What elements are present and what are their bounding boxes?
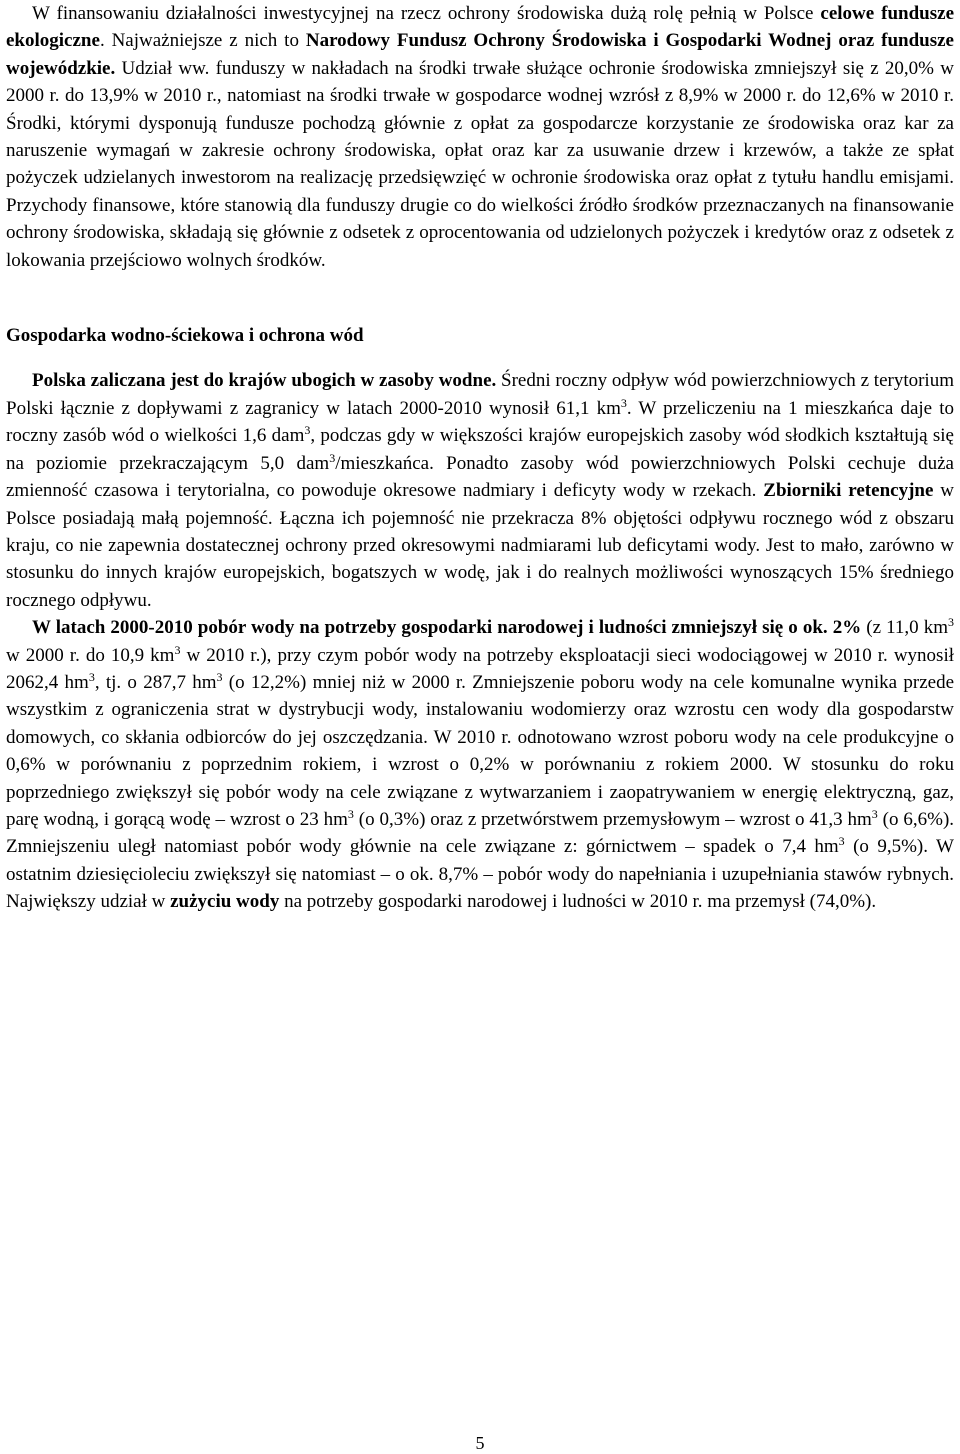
text-run: . W przeliczeniu na 1 mieszkańca daje to roczny zasób wód o wielkości 1,6 dam (6, 397, 954, 447)
paragraph-water-resources (6, 367, 954, 614)
text-run: w Polsce posiadają małą pojemność. Łączna ich pojemność nie przekracza 8% objętości odpływu rocznego wód z obszaru kraju, co nie zapewnia dostatecznej ochrony przed okresowymi nadmiarami lub deficytami wody. Jest to mało, zarówno w stosunku do innych krajów europejskich, bogatszych w wodę, jak i do realnych możliwości wynoszących 15% średniego rocznego odpływu. (6, 480, 955, 611)
text-run: Udział ww. funduszy w nakładach na środki trwałe służące ochronie środowiska zmniejszył się z 20,0% w 2000 r. do 13,9% w 2010 r., natomiast na środki trwałe w gospodarce wodnej wzrósł z 8,9% w 2000 r. do 12,6% w 2010 r. Środki, którymi dysponują fundusze pochodzą głównie z opłat za gospodarcze korzystanie ze środowiska oraz kar za naruszenie wymagań w zakresie ochrony środowiska, opłat oraz kar za usuwanie drzew i krzewów, a także ze spłat pożyczek udzielanych inwestorom na realizację przedsięwzięć w ochronie środowiska oraz opłat z tytułu handlu emisjami. Przychody finansowe, które stanowią dla funduszy drugie co do wielkości źródło środków przeznaczanych na finansowanie ochrony środowiska, składają się głównie z odsetek z oprocentowania od udzielonych pożyczek i kredytów oraz z odsetek z lokowania przejściowo wolnych środków. (6, 57, 954, 271)
bold-text-run: Polska zaliczana jest do krajów ubogich w zasoby wodne. (32, 370, 497, 392)
bold-text-run: Zbiorniki retencyjne (763, 480, 934, 502)
text-run: na potrzeby gospodarki narodowej i ludności w 2010 r. ma przemysł (74,0%). (279, 891, 877, 913)
text-run: (o 12,2%) mniej niż w 2000 r. Zmniejszenie poboru wody na cele komunalne wynika przede wszystkim z ograniczenia strat w dystrybucji wody, instalowaniu wodomierzy oraz wzrostu cen wody dla gospodarstw domowych, co skłania odbiorców do jej oszczędzania. W 2010 r. odnotowano wzrost poboru wody na cele produkcyjne o 0,6% w porównaniu z poprzednim rokiem, i wzrost o 0,2% w porównaniu z rokiem 2000. W stosunku do roku poprzedniego zwiększył się pobór wody na cele związane z wytwarzaniem i zaopatrywaniem w energię elektryczną, gaz, parę wodną, i gorącą wodę – wzrost o 23 hm (6, 671, 955, 830)
text-run: (o 6,6%). Zmniejszeniu uległ natomiast pobór wody głównie na cele związane z: górnictwem – spadek o 7,4 hm (6, 808, 955, 858)
superscript: 3 (871, 806, 878, 821)
superscript: 3 (838, 834, 845, 849)
bold-text-run: W latach 2000-2010 pobór wody na potrzeby gospodarki narodowej i ludności zmniejszył się o ok. 2% (32, 617, 862, 639)
text-run: W finansowaniu działalności inwestycyjnej na rzecz ochrony środowiska dużą rolę pełnią w Polsce (32, 3, 821, 24)
paragraph-funding (6, 0, 954, 274)
superscript: 3 (329, 450, 336, 465)
text-run: , podczas gdy w większości krajów europejskich zasoby wód słodkich kształtują się na poziomie przekraczającym 5,0 dam (6, 425, 954, 474)
page-number: 5 (475, 1433, 485, 1453)
superscript: 3 (216, 669, 223, 684)
bold-text-run: Narodowy Fundusz Ochrony Środowiska i Gospodarki Wodnej oraz fundusze wojewódzkie. (6, 30, 954, 79)
bold-text-run: celowe fundusze ekologiczne (6, 3, 955, 52)
document-page (6, 0, 954, 916)
text-run: w 2000 r. do 10,9 km (6, 644, 175, 666)
superscript: 3 (174, 642, 181, 657)
text-run: (z 11,0 km (861, 617, 948, 639)
paragraph-water-intake (6, 614, 954, 915)
superscript: 3 (347, 806, 354, 821)
text-run: , tj. o 287,7 hm (94, 671, 217, 693)
text-run: w 2010 r.), przy czym pobór wody na potrzeby eksploatacji sieci wodociągowej w 2010 r. wynosił 2062,4 hm (6, 644, 955, 693)
superscript: 3 (620, 395, 627, 410)
superscript: 3 (304, 423, 311, 438)
text-run: /mieszkańca. Ponadto zasoby wód powierzchniowych Polski cechuje duża zmienność czasowa i terytorialna, co powoduje okresowe nadmiary i deficyty wody w rzekach. (6, 452, 954, 502)
section-heading: Gospodarka wodno-ściekowa i ochrona wód (6, 325, 364, 347)
text-run: (o 0,3%) oraz z przetwórstwem przemysłowym – wzrost o 41,3 hm (353, 808, 872, 830)
text-run: (o 9,5%). W ostatnim dziesięcioleciu zwiększył się natomiast – o ok. 8,7% – pobór wody do napełniania i uzupełniania stawów rybnych. Największy udział w (6, 836, 954, 913)
bold-text-run: zużyciu wody (170, 891, 280, 913)
text-run: Średni roczny odpływ wód powierzchniowych z terytorium Polski łącznie z dopływami z zagranicy w latach 2000-2010 wynosił 61,1 km (6, 370, 954, 419)
superscript: 3 (948, 615, 954, 630)
superscript: 3 (88, 669, 95, 684)
text-run: . Najważniejsze z nich to (99, 30, 306, 52)
